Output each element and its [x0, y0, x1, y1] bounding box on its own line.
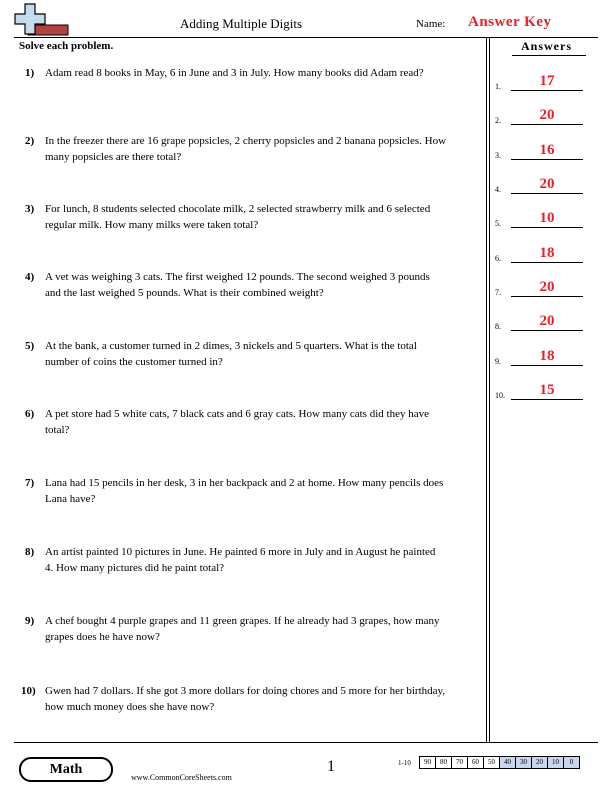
question-text: A chef bought 4 purple grapes and 11 green grapes. If he already had 3 grapes, how many — [45, 615, 440, 627]
answer-number: 6. — [495, 254, 501, 263]
score-cell: 40 — [499, 756, 516, 769]
question-text-line2: and the last weighed 5 pounds. What is their combined weight? — [45, 287, 324, 299]
answer-row-6 — [495, 245, 595, 265]
score-table — [420, 756, 580, 768]
question-text-line2: Lana have? — [45, 493, 96, 505]
question-text-line2: 4. How many pictures did he paint total? — [45, 562, 225, 574]
answer-value: 20 — [539, 176, 555, 192]
answers-heading-underline — [512, 55, 586, 56]
answer-line — [511, 296, 583, 297]
site-url: www.CommonCoreSheets.com — [131, 773, 232, 782]
plus-cross-logo-icon — [14, 3, 74, 37]
question-text: A vet was weighing 3 cats. The first weighed 12 pounds. The second weighed 3 pounds — [45, 271, 430, 283]
answer-row-7 — [495, 279, 595, 299]
question-number: 6) — [25, 408, 35, 420]
question-text: For lunch, 8 students selected chocolate milk, 2 selected strawberry milk and 6 selected — [45, 203, 431, 215]
answers-heading: Answers — [521, 39, 572, 53]
question-text-line2: total? — [45, 424, 70, 436]
question-text: At the bank, a customer turned in 2 dimes, 3 nickels and 5 quarters. What is the total — [45, 340, 417, 352]
question-number: 4) — [25, 271, 35, 283]
answer-number: 5. — [495, 219, 501, 228]
question-text-line2: number of coins the customer turned in? — [45, 356, 223, 368]
question-text-line2: how much money does she have now? — [45, 701, 215, 713]
answer-value: 16 — [539, 142, 555, 158]
answer-line — [511, 193, 583, 194]
answer-line — [511, 330, 583, 331]
answer-row-10 — [495, 382, 595, 402]
answer-row-5 — [495, 210, 595, 230]
answer-line — [511, 227, 583, 228]
answer-row-8 — [495, 313, 595, 333]
answer-number: 9. — [495, 357, 501, 366]
answer-number: 7. — [495, 288, 501, 297]
answer-row-1 — [495, 73, 595, 93]
answer-number: 1. — [495, 82, 501, 91]
footer-divider — [14, 742, 598, 743]
score-cell: 60 — [467, 756, 484, 769]
score-cell: 10 — [547, 756, 564, 769]
answer-value: 20 — [539, 313, 555, 329]
answer-line — [511, 365, 583, 366]
answer-line — [511, 90, 583, 91]
score-cell: 80 — [435, 756, 452, 769]
question-text: Adam read 8 books in May, 6 in June and 3 in July. How many books did Adam read? — [45, 67, 424, 79]
page-number: 1 — [327, 758, 335, 775]
subject-badge: Math — [19, 757, 113, 782]
question-number: 7) — [25, 477, 35, 489]
answer-line — [511, 262, 583, 263]
question-text: Gwen had 7 dollars. If she got 3 more dollars for doing chores and 5 more for her birthday, — [45, 685, 446, 697]
question-number: 9) — [25, 615, 35, 627]
question-text-line2: grapes does he have now? — [45, 631, 160, 643]
answer-value: 17 — [539, 73, 555, 89]
score-cell: 50 — [483, 756, 500, 769]
answer-value: 20 — [539, 279, 555, 295]
question-text: Lana had 15 pencils in her desk, 3 in her backpack and 2 at home. How many pencils does — [45, 477, 444, 489]
answer-row-2 — [495, 107, 595, 127]
answer-column-divider-inner — [489, 38, 490, 742]
score-cell: 70 — [451, 756, 468, 769]
worksheet-title: Adding Multiple Digits — [180, 16, 303, 31]
answer-number: 3. — [495, 151, 501, 160]
question-text-line2: many popsicles are there total? — [45, 151, 182, 163]
answer-number: 10. — [495, 391, 505, 400]
header-divider — [14, 37, 598, 38]
answer-value: 18 — [539, 245, 555, 261]
answer-number: 8. — [495, 322, 501, 331]
answer-line — [511, 124, 583, 125]
score-cell: 30 — [515, 756, 532, 769]
question-text: A pet store had 5 white cats, 7 black cats and 6 gray cats. How many cats did they have — [45, 408, 429, 420]
answer-row-9 — [495, 348, 595, 368]
question-number: 3) — [25, 203, 35, 215]
answer-number: 2. — [495, 116, 501, 125]
name-label: Name: — [416, 18, 446, 30]
answer-line — [511, 159, 583, 160]
score-cell: 90 — [419, 756, 436, 769]
question-number: 1) — [25, 67, 35, 79]
answer-line — [511, 399, 583, 400]
score-cell: 0 — [563, 756, 580, 769]
instructions: Solve each problem. — [19, 40, 114, 52]
answer-value: 20 — [539, 107, 555, 123]
answer-value: 10 — [539, 210, 555, 226]
question-text: An artist painted 10 pictures in June. He painted 6 more in July and in August he painted — [45, 546, 436, 558]
question-number: 8) — [25, 546, 35, 558]
answer-value: 15 — [539, 382, 555, 398]
question-number: 5) — [25, 340, 35, 352]
answer-row-3 — [495, 142, 595, 162]
answer-key-label: Answer Key — [468, 14, 552, 30]
answer-row-4 — [495, 176, 595, 196]
question-number: 2) — [25, 135, 35, 147]
score-range-label: 1-10 — [398, 759, 411, 767]
question-number: 10) — [21, 685, 36, 697]
score-cell: 20 — [531, 756, 548, 769]
answer-number: 4. — [495, 185, 501, 194]
answer-column-divider — [486, 38, 487, 742]
answer-value: 18 — [539, 348, 555, 364]
question-text: In the freezer there are 16 grape popsicles, 2 cherry popsicles and 2 banana popsicles. How — [45, 135, 447, 147]
question-text-line2: regular milk. How many milks were taken total? — [45, 219, 259, 231]
